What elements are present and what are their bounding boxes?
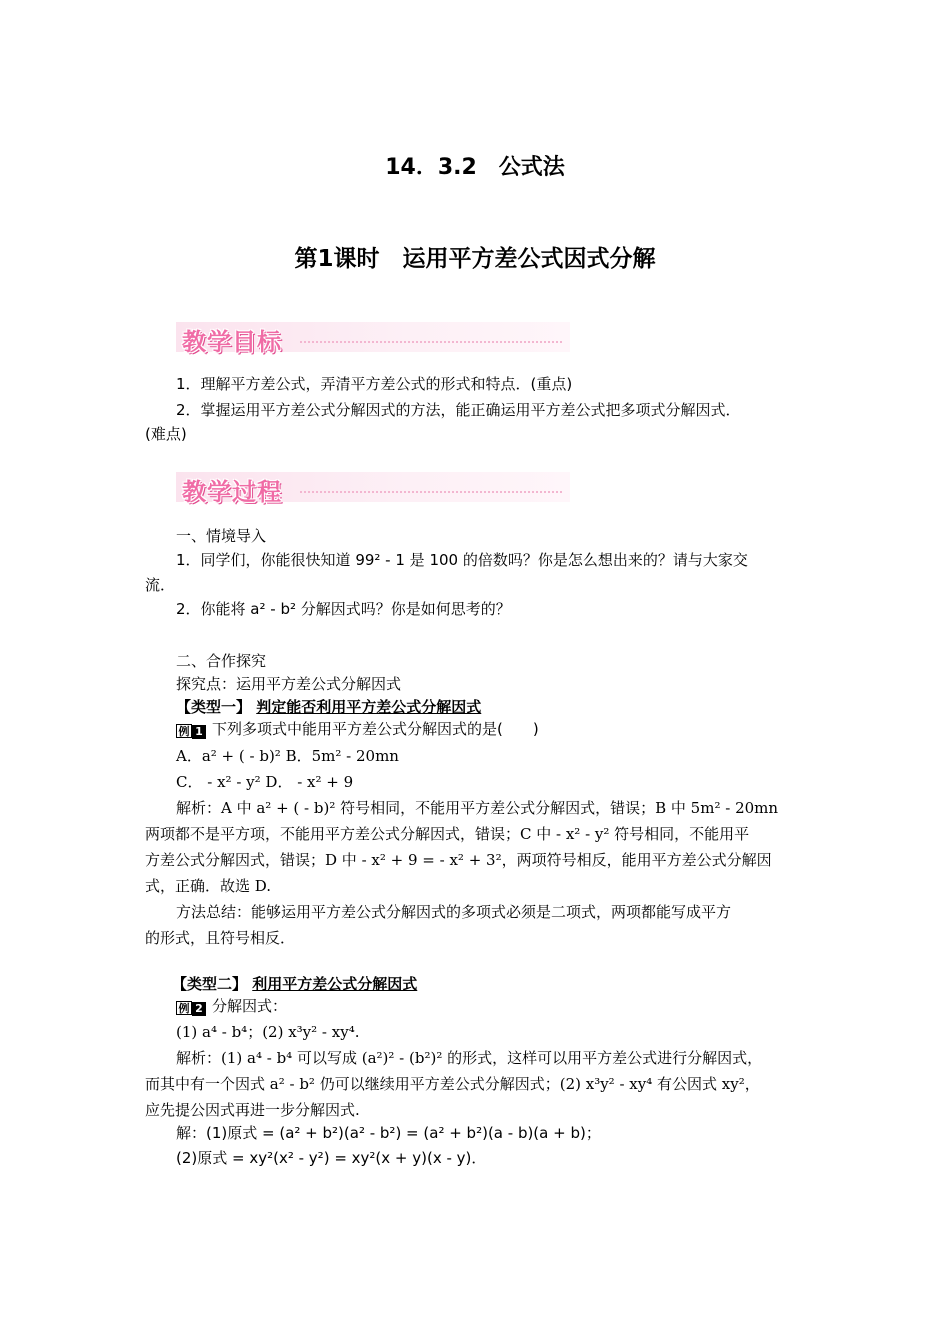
teaching-goals-banner <box>176 322 570 356</box>
type-tag: 【类型一】 <box>176 698 252 716</box>
banner-label: 教学目标 <box>182 328 282 356</box>
method-summary: 方法总结：能够运用平方差公式分解因式的多项式必须是二项式，两项都能写成平方 <box>176 903 732 921</box>
options-c-d: C． - x² - y² D． - x² + 9 <box>176 773 354 791</box>
analysis-line: 方差公式分解因式，错误；D 中 - x² + 9 = - x² + 3²，两项符号相反，能用平方差公式分解因 <box>145 851 772 869</box>
analysis-line: 解析：A 中 a² + ( - b)² 符号相同，不能用平方差公式分解因式，错误；B 中 5m² - 20mn <box>176 799 779 817</box>
analysis-line: 而其中有一个因式 a² - b² 仍可以继续用平方差公式分解因式；(2) x³y² - xy⁴ 有公因式 xy²， <box>145 1075 760 1093</box>
question-1: 1．同学们，你能很快知道 99² - 1 是 100 的倍数吗？你是怎么想出来的？请与大家交 <box>176 551 748 569</box>
example-badge: 例 1 <box>176 724 208 738</box>
goal-2-cont: (难点) <box>145 425 187 443</box>
example-1 <box>176 718 539 740</box>
type-tag: 【类型二】 <box>172 975 248 993</box>
teaching-process-banner <box>176 472 570 506</box>
type-title: 利用平方差公式分解因式 <box>252 975 418 993</box>
example-2-items: (1) a⁴ - b⁴；(2) x³y² - xy⁴. <box>176 1023 360 1041</box>
analysis-line: 式，正确．故选 D. <box>145 877 272 895</box>
example-question: 分解因式： <box>212 997 288 1015</box>
method-summary-cont: 的形式，且符号相反． <box>145 929 296 947</box>
question-1-cont: 流． <box>145 576 176 594</box>
lesson-subtitle: 第1课时 运用平方差公式因式分解 <box>294 246 656 272</box>
banner-divider <box>300 341 562 343</box>
type-1-heading <box>176 696 481 718</box>
example-question: 下列多项式中能用平方差公式分解因式的是( ) <box>212 720 539 738</box>
example-2 <box>176 995 287 1017</box>
type-title: 判定能否利用平方差公式分解因式 <box>256 698 482 716</box>
options-a-b: A．a² + ( - b)² B．5m² - 20mn <box>176 747 399 765</box>
analysis-line: 应先提公因式再进一步分解因式. <box>145 1101 360 1119</box>
type-2-heading <box>172 973 417 995</box>
question-2: 2．你能将 a² - b² 分解因式吗？你是如何思考的？ <box>176 600 511 618</box>
goal-2: 2．掌握运用平方差公式分解因式的方法，能正确运用平方差公式把多项式分解因式． <box>176 401 741 419</box>
banner-label: 教学过程 <box>182 478 282 506</box>
section-heading: 二、合作探究 <box>176 652 267 670</box>
solution-line-2: (2)原式 = xy²(x² - y²) = xy²(x + y)(x - y)． <box>176 1149 487 1167</box>
page-title: 14．3.2 公式法 <box>385 155 565 180</box>
example-badge: 例 2 <box>176 1001 208 1015</box>
analysis-line: 两项都不是平方项，不能用平方差公式分解因式，错误；C 中 - x² - y² 符号相同，不能用平 <box>145 825 750 843</box>
explore-point: 探究点：运用平方差公式分解因式 <box>176 675 402 693</box>
banner-divider <box>300 491 562 493</box>
solution-line-1: 解：(1)原式 = (a² + b²)(a² - b²) = (a² + b²)(a - b)(a + b)； <box>176 1124 601 1142</box>
section-heading: 一、情境导入 <box>176 527 267 545</box>
goal-1: 1．理解平方差公式，弄清平方差公式的形式和特点．(重点) <box>176 375 573 393</box>
analysis-line: 解析：(1) a⁴ - b⁴ 可以写成 (a²)² - (b²)² 的形式，这样可以用平方差公式进行分解因式， <box>176 1049 763 1067</box>
